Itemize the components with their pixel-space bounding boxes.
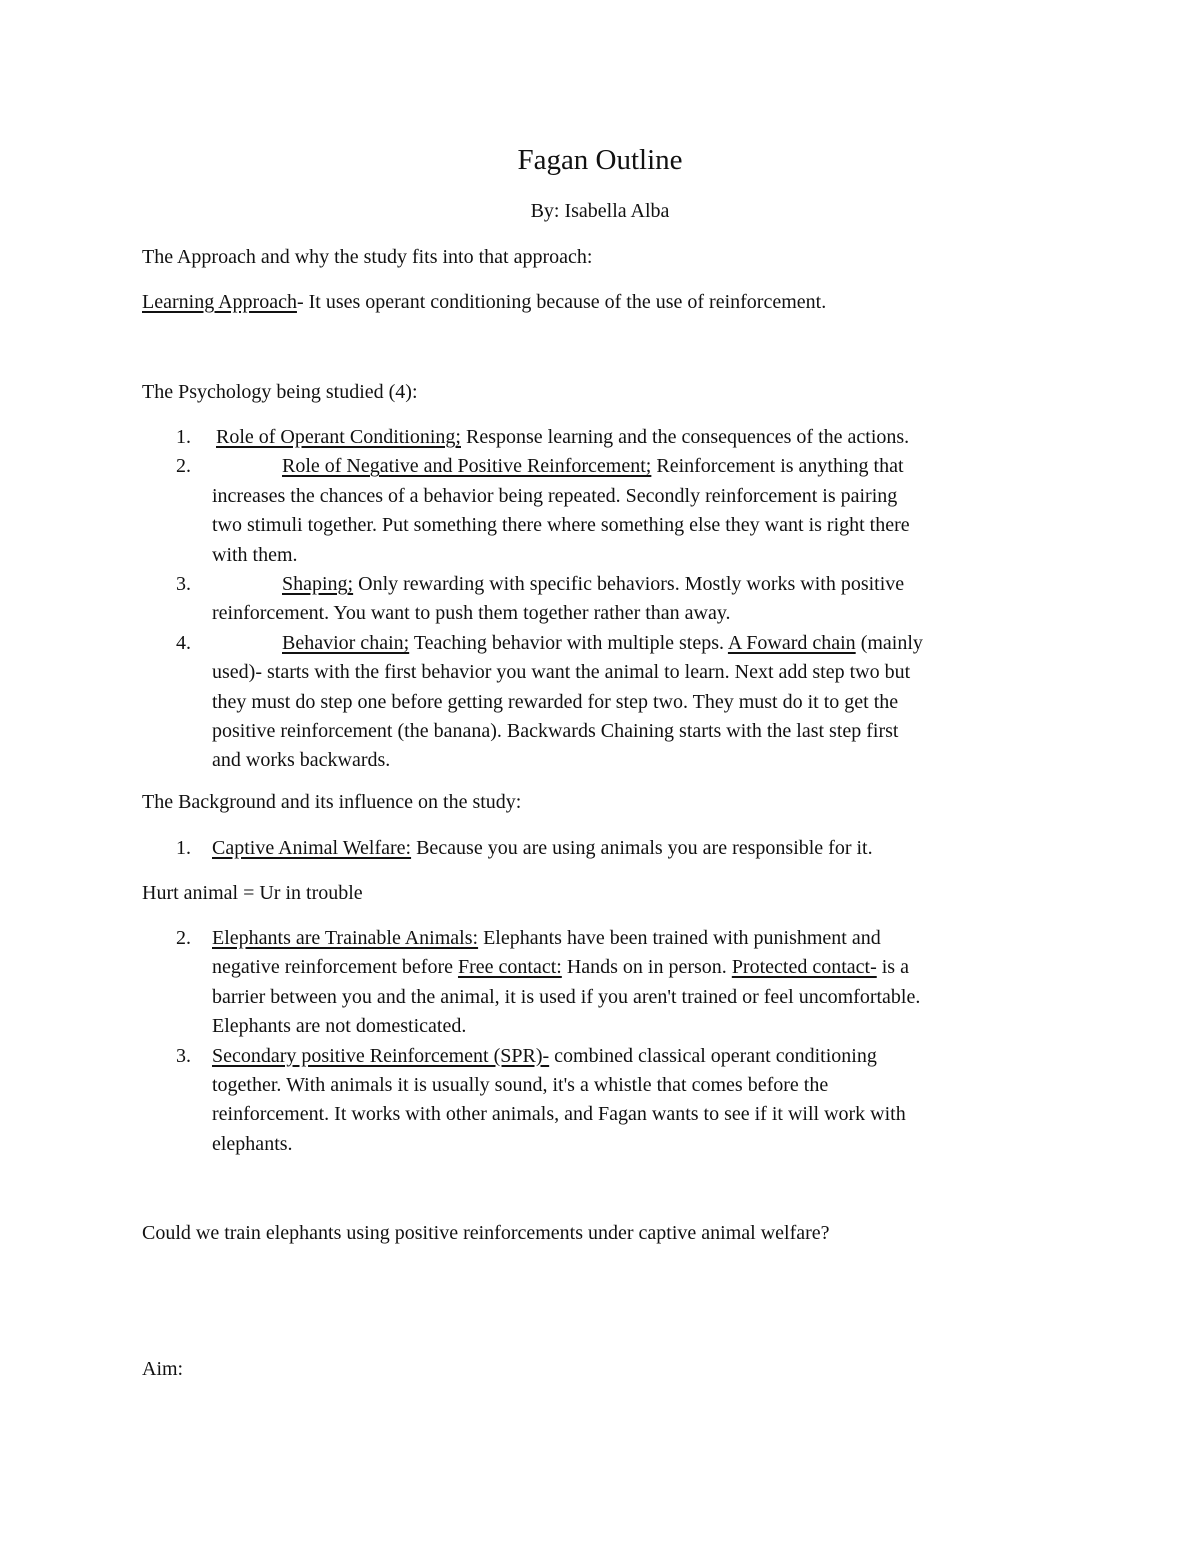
- list-number: 4.: [176, 631, 191, 654]
- item-label: Shaping;: [282, 573, 354, 596]
- item-text: and works backwards.: [212, 749, 391, 772]
- item-label: Role of Operant Conditioning;: [216, 426, 461, 448]
- item-label: Behavior chain;: [282, 631, 410, 654]
- item-text: Elephants have been trained with punishment and: [478, 927, 881, 949]
- approach-paragraph: [142, 288, 1072, 317]
- item-text: Reinforcement is anything that: [651, 455, 904, 478]
- item-text: negative reinforcement before: [212, 956, 458, 979]
- psychology-heading: The Psychology being studied (4):: [142, 381, 418, 403]
- background-list-2: [142, 924, 1072, 1159]
- item-text: elephants.: [212, 1132, 293, 1155]
- list-item: [142, 452, 1072, 570]
- list-item: [142, 834, 1072, 863]
- list-number: 2.: [176, 455, 191, 478]
- background-note: Hurt animal = Ur in trouble: [142, 882, 363, 904]
- item-text: with them.: [212, 543, 298, 566]
- approach-label: Learning Approach: [142, 291, 297, 313]
- list-item: [142, 629, 1072, 776]
- item-label: Role of Negative and Positive Reinforcement;: [282, 455, 652, 478]
- document-author: By: Isabella Alba: [530, 200, 670, 222]
- item-sublabel: Free contact:: [457, 956, 562, 979]
- background-heading: The Background and its influence on the study:: [142, 791, 522, 813]
- item-text: increases the chances of a behavior being repeated. Secondly reinforcement is pairing: [212, 484, 898, 507]
- item-text: barrier between you and the animal, it is used if you aren't trained or feel uncomfortable.: [212, 985, 921, 1008]
- item-label: Elephants are Trainable Animals:: [212, 927, 479, 949]
- item-text: reinforcement. You want to push them together rather than away.: [212, 602, 731, 625]
- list-item: [142, 1042, 1072, 1160]
- item-text: Elephants are not domesticated.: [212, 1015, 467, 1038]
- item-text: used)- starts with the first behavior you want the animal to learn. Next add step two but: [212, 661, 911, 684]
- list-number: 3.: [176, 1044, 191, 1067]
- item-text: Only rewarding with specific behaviors. Mostly works with positive: [353, 573, 905, 596]
- item-text: combined classical operant conditioning: [549, 1044, 877, 1067]
- item-text: two stimuli together. Put something there where something else they want is right there: [212, 514, 910, 537]
- aim-heading: Aim:: [142, 1358, 184, 1380]
- research-question: Could we train elephants using positive reinforcements under captive animal welfare?: [142, 1222, 830, 1244]
- item-text: together. With animals it is usually sound, it's a whistle that comes before the: [212, 1074, 829, 1097]
- item-text: Teaching behavior with multiple steps.: [409, 631, 728, 654]
- item-sublabel: Protected contact-: [731, 956, 877, 979]
- list-number: 2.: [176, 927, 191, 949]
- document-title: Fagan Outline: [517, 144, 683, 176]
- item-text: reinforcement. It works with other animals, and Fagan wants to see if it will work with: [212, 1103, 906, 1126]
- item-label: Secondary positive Reinforcement (SPR)-: [212, 1044, 550, 1067]
- psychology-list: [142, 423, 1072, 776]
- item-text: (mainly: [855, 631, 923, 654]
- item-text: Because you are using animals you are responsible for it.: [411, 837, 873, 859]
- item-text: Hands on in person.: [561, 956, 732, 979]
- list-item: [142, 924, 1072, 1042]
- item-text: positive reinforcement (the banana). Backwards Chaining starts with the last step first: [212, 720, 899, 743]
- background-list-1: [142, 834, 1072, 863]
- approach-text: - It uses operant conditioning because of the use of reinforcement.: [296, 291, 827, 313]
- approach-heading: The Approach and why the study fits into that approach:: [142, 246, 593, 268]
- item-text: is a: [876, 956, 909, 979]
- list-number: 1.: [176, 837, 191, 859]
- list-item: [142, 570, 1072, 629]
- item-text: they must do step one before getting rewarded for step two. They must do it to get the: [212, 690, 899, 713]
- list-number: 1.: [176, 426, 191, 448]
- item-label: Captive Animal Welfare:: [212, 837, 412, 859]
- item-sublabel: A Foward chain: [727, 631, 856, 654]
- item-text: Response learning and the consequences of the actions.: [460, 426, 910, 448]
- list-number: 3.: [176, 573, 191, 596]
- list-item: [142, 423, 1072, 452]
